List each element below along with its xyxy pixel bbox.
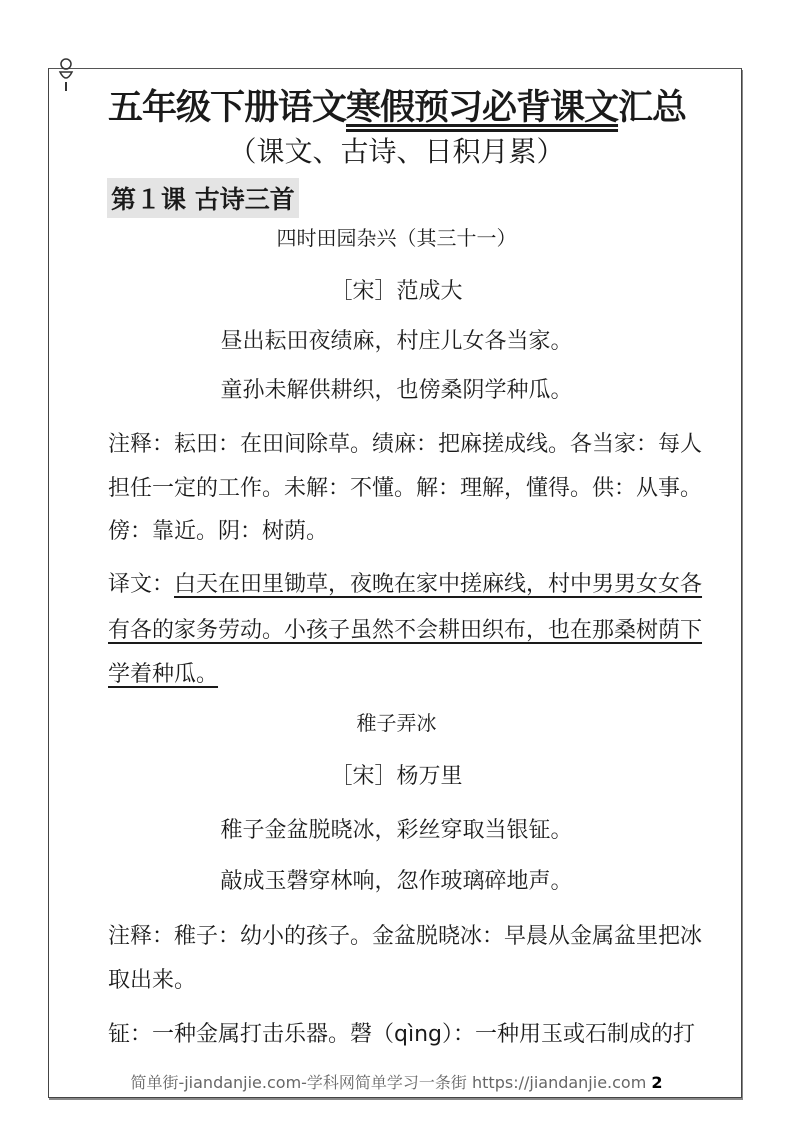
translation-line: 学着种瓜。	[108, 662, 219, 687]
poem-title: 稚子弄冰	[356, 711, 437, 735]
note-line: 取出来。	[108, 968, 197, 993]
poem-line: 昼出耘田夜绩麻，村庄儿女各当家。	[220, 329, 573, 354]
title-part: 五年级下册语文	[108, 88, 347, 128]
title-part: 汇总	[618, 88, 687, 128]
note-line: 注释：耘田：在田间除草。绩麻：把麻搓成线。各当家：每人	[108, 432, 703, 457]
translation-line	[108, 567, 702, 598]
poem-line: 稚子金盆脱晓冰，彩丝穿取当银钲。	[220, 818, 573, 843]
footer-text: 简单街-jiandanjie.com-学科网简单学习一条街 https://jiandanjie.com	[130, 1073, 647, 1092]
poem-line: 童孙未解供耕织，也傍桑阴学种瓜。	[220, 378, 573, 403]
note-line: 担任一定的工作。未解：不懂。解：理解，懂得。供：从事。	[108, 476, 703, 501]
note-line: 注释：稚子：幼小的孩子。金盆脱晓冰：早晨从金属盆里把冰	[108, 924, 703, 949]
subtitle: （课文、古诗、日积月累）	[228, 135, 565, 168]
translation-text: 白天在田里锄草，夜晚在家中搓麻线，村中男男女女各	[174, 572, 703, 597]
page-number: 2	[651, 1073, 663, 1092]
title-underlined: 寒假预习必背课文	[346, 88, 619, 128]
poem-author: ［宋］范成大	[330, 279, 463, 304]
pushpin-icon	[58, 58, 74, 92]
poem-author: ［宋］杨万里	[330, 764, 463, 789]
lesson-heading: 第１课 古诗三首	[107, 178, 299, 218]
poem-title: 四时田园杂兴（其三十一）	[276, 226, 517, 250]
note-line: 钲：一种金属打击乐器。磬（qìng）：一种用玉或石制成的打	[108, 1022, 695, 1047]
note-line: 傍：靠近。阴：树荫。	[108, 519, 329, 544]
translation-line: 有各的家务劳动。小孩子虽然不会耕田织布，也在那桑树荫下	[108, 618, 703, 643]
page-title	[108, 80, 686, 130]
footer-watermark	[0, 1070, 793, 1093]
poem-line: 敲成玉磬穿林响，忽作玻璃碎地声。	[220, 869, 573, 894]
translation-label: 译文：	[108, 572, 175, 597]
